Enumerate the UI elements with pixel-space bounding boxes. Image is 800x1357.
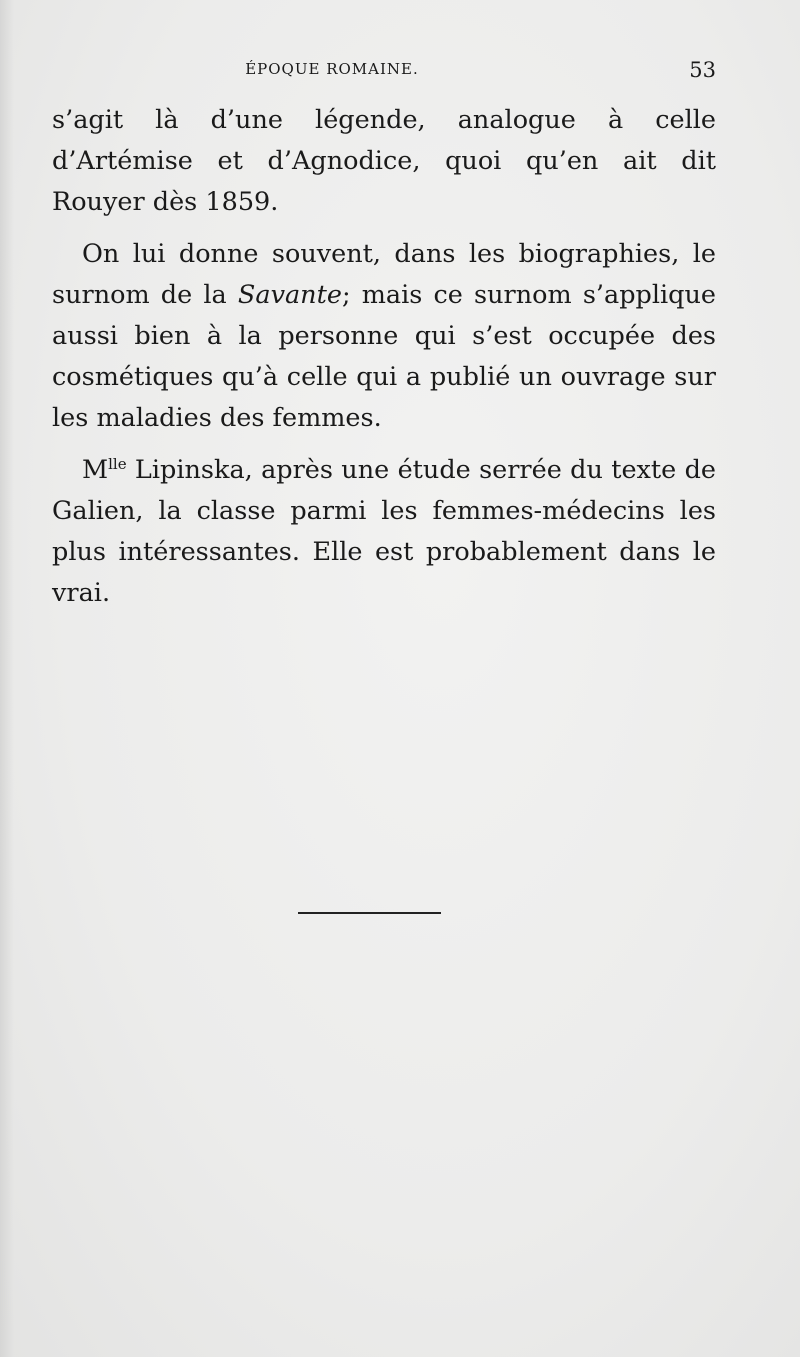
paragraph-3-text: Lipinska, après une étude serrée du texte de Galien, la classe parmi les femmes-médecins les plus intéressantes. Elle est probablement dans le vrai. <box>52 455 716 608</box>
page-number: 53 <box>689 58 716 82</box>
paragraph-3 <box>52 450 716 614</box>
running-title: ÉPOQUE ROMAINE. <box>245 60 419 78</box>
paragraph-1 <box>52 100 716 223</box>
running-header <box>52 58 716 84</box>
paragraph-2 <box>52 234 716 439</box>
paragraph-2-text-end: ; mais ce surnom s’applique aussi bien à la personne qui s’est occupée des cosmétiques qu’à celle qui a publié un ouvrage sur les maladies des femmes. <box>52 280 717 433</box>
section-end-rule <box>298 912 441 914</box>
paragraph-2-text-start: On lui donne souvent, dans les biographies, le surnom de la <box>52 239 716 310</box>
paragraph-3-abbr-superscript: lle <box>108 455 127 473</box>
page-edge-shadow <box>0 0 14 1357</box>
paragraph-1-text: s’agit là d’une légende, analogue à celle d’Artémise et d’Agnodice, quoi qu’en ait dit Rouyer dès 1859. <box>52 105 716 217</box>
body-text <box>52 100 716 614</box>
paragraph-2-italic-term: Savante <box>237 280 342 310</box>
paragraph-3-abbr: M <box>82 455 109 485</box>
